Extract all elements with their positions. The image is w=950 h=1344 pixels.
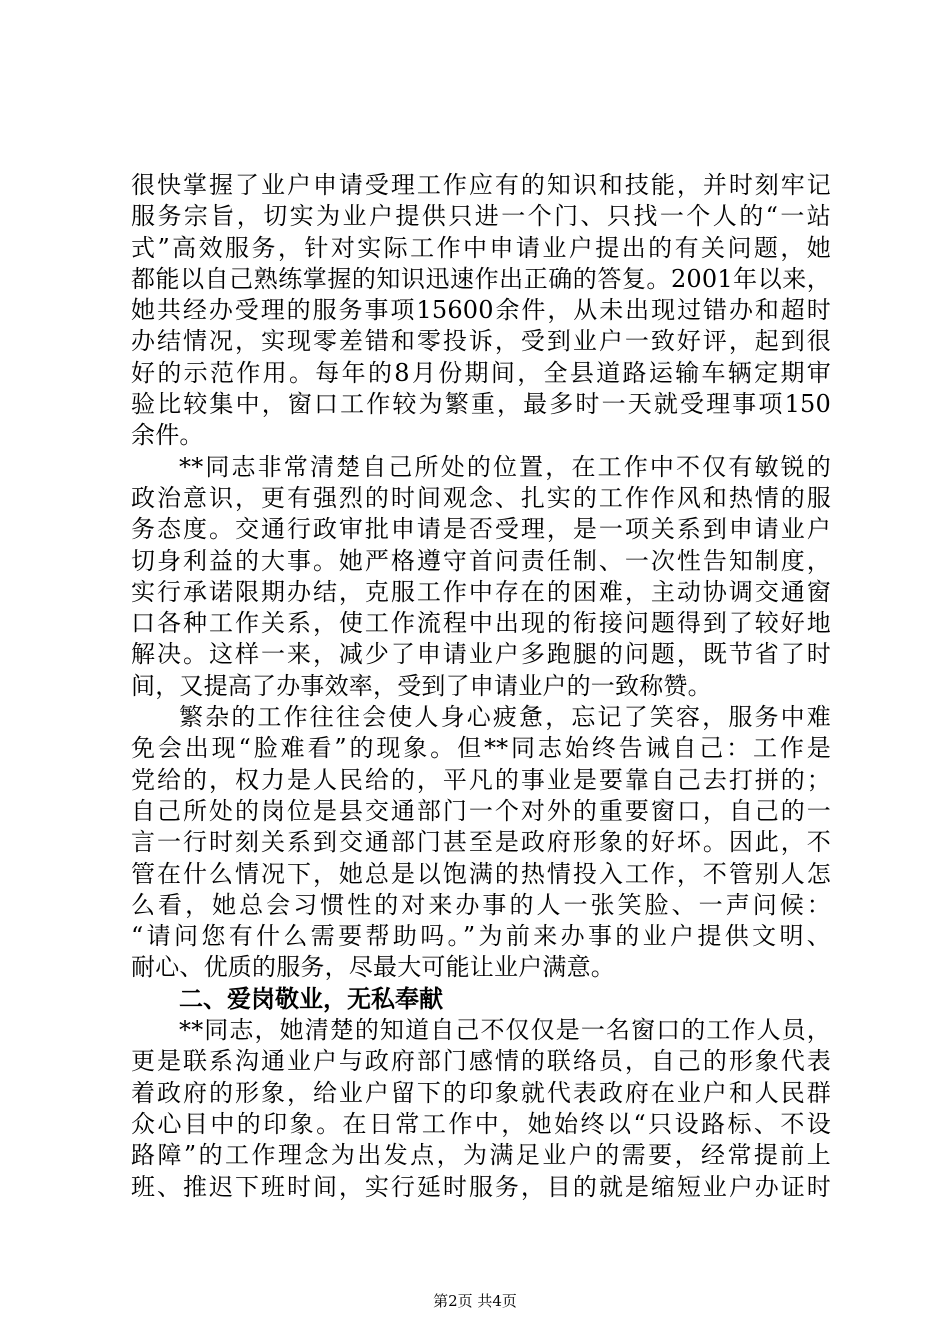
text-line: 自己所处的岗位是县交通部门一个对外的重要窗口，自己的一 (131, 796, 831, 825)
text-line: 很快掌握了业户申请受理工作应有的知识和技能，并时刻牢记 (131, 171, 831, 199)
text-line: 她共经办受理的服务事项15600余件，从未出现过错办和超时 (131, 296, 831, 325)
text-line: 验比较集中，窗口工作较为繁重，最多时一天就受理事项150 (131, 390, 831, 419)
text-line: “请问您有什么需要帮助吗。”为前来办事的业户提供文明、 (131, 922, 831, 951)
text-line: 么看，她总会习惯性的对来办事的人一张笑脸、一声问候： (131, 890, 831, 919)
text-line: 免会出现“脸难看”的现象。但**同志始终告诫自己：工作是 (131, 734, 831, 763)
text-line: 间，又提高了办事效率，受到了申请业户的一致称赞。 (131, 671, 712, 700)
page-footer: 第2页 共4页 (433, 1292, 517, 1310)
text-line: 繁杂的工作往往会使人身心疲惫，忘记了笑容，服务中难 (179, 703, 831, 732)
text-line: 服务宗旨，切实为业户提供只进一个门、只找一个人的“一站 (131, 202, 831, 231)
text-line: 党给的，权力是人民给的，平凡的事业是要靠自己去打拼的； (131, 765, 831, 794)
section-heading: 二、爱岗敬业，无私奉献 (179, 984, 443, 1013)
document-body (131, 170, 831, 1203)
text-line: 班、推迟下班时间，实行延时服务，目的就是缩短业户办证时 (131, 1172, 831, 1201)
text-line: 务态度。交通行政审批申请是否受理，是一项关系到申请业户 (131, 515, 831, 544)
paragraphs-before-heading (131, 170, 831, 984)
text-line: 实行承诺限期办结，克服工作中存在的困难，主动协调交通窗 (131, 577, 831, 606)
text-line: 切身利益的大事。她严格遵守首问责任制、一次性告知制度， (131, 546, 831, 575)
text-line: 路障”的工作理念为出发点，为满足业户的需要，经常提前上 (131, 1141, 831, 1170)
text-line: 解决。这样一来，减少了申请业户多跑腿的问题，既节省了时 (131, 640, 831, 669)
text-line: 管在什么情况下，她总是以饱满的热情投入工作，不管别人怎 (131, 859, 831, 888)
text-line: 都能以自己熟练掌握的知识迅速作出正确的答复。2001年以来， (131, 264, 831, 293)
text-line: **同志，她清楚的知道自己不仅仅是一名窗口的工作人员， (179, 1016, 831, 1045)
text-line: 政治意识，更有强烈的时间观念、扎实的工作作风和热情的服 (131, 483, 831, 512)
text-line: 着政府的形象，给业户留下的印象就代表政府在业户和人民群 (131, 1078, 831, 1107)
text-line: 更是联系沟通业户与政府部门感情的联络员，自己的形象代表 (131, 1047, 831, 1076)
text-line: 好的示范作用。每年的8月份期间，全县道路运输车辆定期审 (131, 358, 831, 387)
text-line: 耐心、优质的服务，尽最大可能让业户满意。 (131, 953, 615, 982)
text-line: 余件。 (131, 421, 204, 450)
text-line: 口各种工作关系，使工作流程中出现的衔接问题得到了较好地 (131, 609, 831, 638)
text-line: 办结情况，实现零差错和零投诉，受到业户一致好评，起到很 (131, 327, 831, 356)
text-line: **同志非常清楚自己所处的位置，在工作中不仅有敏锐的 (179, 452, 831, 481)
text-line: 众心目中的印象。在日常工作中，她始终以“只设路标、不设 (131, 1109, 831, 1138)
text-line: 式”高效服务，针对实际工作中申请业户提出的有关问题，她 (131, 233, 831, 262)
paragraphs-after-heading (131, 1015, 831, 1203)
text-line: 言一行时刻关系到交通部门甚至是政府形象的好坏。因此，不 (131, 828, 831, 857)
